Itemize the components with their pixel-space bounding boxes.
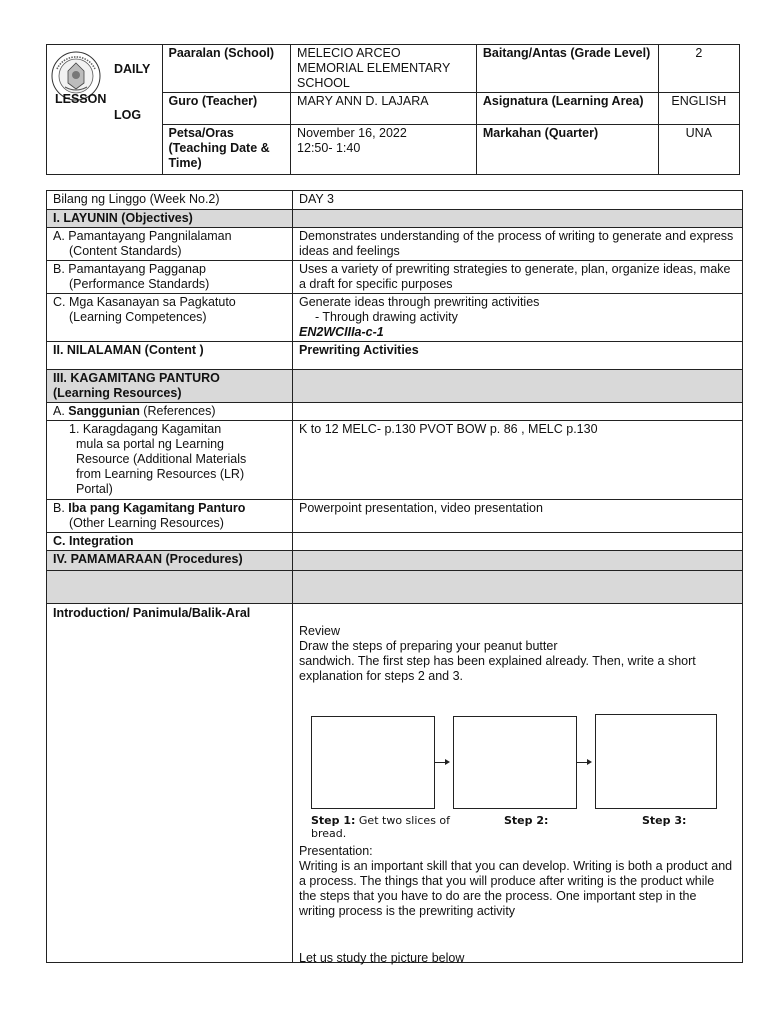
resources-heading-1: III. KAGAMITANG PANTURO <box>53 371 220 385</box>
other-resources-rest: (Other Learning Resources) <box>69 516 224 530</box>
study-picture-text: Let us study the picture below <box>299 951 465 965</box>
subject-value: ENGLISH <box>658 93 739 125</box>
presentation-label: Presentation: <box>299 844 373 858</box>
other-resources-bold: Iba pang Kagamitang Panturo <box>68 501 246 515</box>
competency-code: EN2WCIIIa-c-1 <box>299 325 384 339</box>
resources-heading-2: (Learning Resources) <box>53 386 182 400</box>
portal-value: K to 12 MELC- p.130 PVOT BOW p. 86 , MELC p.130 <box>293 421 743 500</box>
performance-standards-label-1: B. Pamantayang Pagganap <box>53 262 206 276</box>
references-empty <box>293 403 743 421</box>
procedures-heading: IV. PAMAMARAAN (Procedures) <box>47 551 293 571</box>
performance-standards-label <box>47 261 293 294</box>
procedures-empty <box>293 551 743 571</box>
content-standards-label-2: (Content Standards) <box>69 244 182 258</box>
other-resources-prefix: B. <box>53 501 69 515</box>
step-1-bold: Step 1: <box>311 814 356 827</box>
competencies-value <box>293 294 743 342</box>
objectives-empty <box>293 210 743 228</box>
competencies-label-1: C. Mga Kasanayan sa Pagkatuto <box>53 295 236 309</box>
date-label: Petsa/Oras (Teaching Date & Time) <box>162 125 291 175</box>
other-resources-label <box>47 500 293 533</box>
competency-text-2: - Through drawing activity <box>315 310 458 324</box>
step-3-box <box>595 714 717 809</box>
grade-value: 2 <box>658 45 739 93</box>
subject-label: Asignatura (Learning Area) <box>476 93 658 125</box>
introduction-label: Introduction/ Panimula/Balik-Aral <box>47 604 293 963</box>
step-2-box <box>453 716 577 809</box>
lesson-plan-table <box>46 190 743 963</box>
integration-empty <box>293 533 743 551</box>
competencies-label-2: (Learning Competences) <box>69 310 207 324</box>
step-1-box <box>311 716 435 809</box>
step-2-caption: Step 2: <box>504 814 549 827</box>
teacher-value: MARY ANN D. LAJARA <box>291 93 477 125</box>
step-3-caption: Step 3: <box>642 814 687 827</box>
header-table <box>46 44 740 175</box>
gray-spacer-right <box>293 571 743 604</box>
references-label <box>47 403 293 421</box>
competency-text-1: Generate ideas through prewriting activities <box>299 295 540 309</box>
step-1-caption <box>311 814 471 840</box>
portal-label-1: 1. Karagdagang Kagamitan <box>69 422 222 436</box>
references-prefix: A. <box>53 404 69 418</box>
date-value-time: 12:50- 1:40 <box>297 141 361 155</box>
portal-label-5: Portal) <box>76 482 113 496</box>
title-lesson: LESSON <box>55 92 107 106</box>
title-daily: DAILY <box>114 62 151 76</box>
grade-label: Baitang/Antas (Grade Level) <box>476 45 658 93</box>
arrow-1-head-icon <box>445 759 450 765</box>
step-1-text-a: Get two slices of <box>355 814 451 827</box>
content-standards-label <box>47 228 293 261</box>
school-label: Paaralan (School) <box>162 45 291 93</box>
review-text-2: sandwich. The first step has been explained already. Then, write a short explanation for steps 2 and 3. <box>299 654 696 683</box>
content-standards-value: Demonstrates understanding of the process of writing to generate and express ideas and feelings <box>293 228 743 261</box>
portal-label-2: mula sa portal ng Learning <box>76 437 225 451</box>
title-log: LOG <box>114 108 142 122</box>
introduction-content <box>293 604 743 963</box>
performance-standards-value: Uses a variety of prewriting strategies to generate, plan, organize ideas, make a draft for specific purposes <box>293 261 743 294</box>
step-1-text-b: bread. <box>311 827 347 840</box>
week-label: Bilang ng Linggo (Week No.2) <box>47 191 293 210</box>
day-value: DAY 3 <box>293 191 743 210</box>
portal-label <box>47 421 293 500</box>
date-value-day: November 16, 2022 <box>297 126 407 140</box>
steps-diagram <box>301 714 721 844</box>
resources-heading <box>47 370 293 403</box>
presentation-text: Writing is an important skill that you can develop. Writing is both a product and a process. The things that you will produce after writing is the product while the steps that you have to do are the process. One important step in the writing process is the prewriting activity <box>299 859 733 918</box>
school-value: MELECIO ARCEO MEMORIAL ELEMENTARY SCHOOL <box>291 45 477 93</box>
portal-label-3: Resource (Additional Materials <box>76 452 247 466</box>
review-text-1: Draw the steps of preparing your peanut butter <box>299 639 558 653</box>
title-cell <box>47 45 163 175</box>
content-value: Prewriting Activities <box>293 342 743 370</box>
quarter-label: Markahan (Quarter) <box>476 125 658 175</box>
portal-label-4: from Learning Resources (LR) <box>76 467 245 481</box>
resources-empty <box>293 370 743 403</box>
teacher-label: Guro (Teacher) <box>162 93 291 125</box>
arrow-2-head-icon <box>587 759 592 765</box>
objectives-heading: I. LAYUNIN (Objectives) <box>47 210 293 228</box>
review-label: Review <box>299 624 340 638</box>
integration-label: C. Integration <box>47 533 293 551</box>
references-bold: Sanggunian <box>68 404 140 418</box>
gray-spacer-left <box>47 571 293 604</box>
date-value <box>291 125 477 175</box>
content-standards-label-1: A. Pamantayang Pangnilalaman <box>53 229 232 243</box>
content-label: II. NILALAMAN (Content ) <box>47 342 293 370</box>
performance-standards-label-2: (Performance Standards) <box>69 277 210 291</box>
quarter-value: UNA <box>658 125 739 175</box>
competencies-label <box>47 294 293 342</box>
other-resources-value: Powerpoint presentation, video presentation <box>293 500 743 533</box>
references-rest: (References) <box>139 404 216 418</box>
